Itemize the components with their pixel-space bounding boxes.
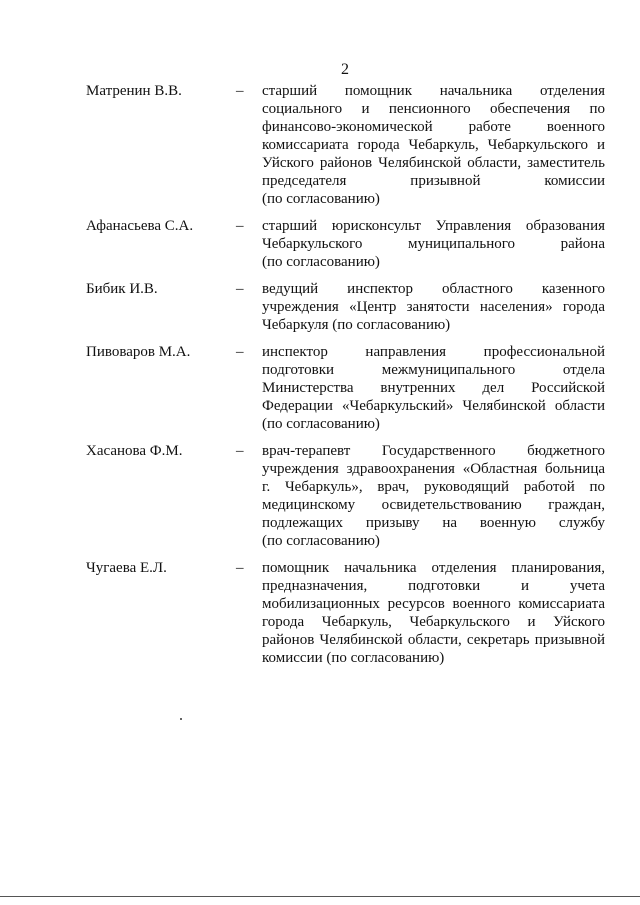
page-number: 2	[341, 61, 349, 78]
member-description	[262, 82, 605, 208]
description-line: старший помощник начальника отделения	[262, 83, 605, 99]
member-name: Хасанова Ф.М.	[86, 443, 183, 459]
member-dash: –	[236, 443, 244, 459]
description-line: Чебаркуля (по согласованию)	[262, 317, 451, 333]
description-line: Министерства внутренних дел Российской	[262, 380, 605, 396]
member-entry	[0, 82, 640, 208]
description-line: (по согласованию)	[262, 254, 380, 270]
description-line: помощник начальника отделения планирования,	[262, 560, 605, 576]
description-line: мобилизационных ресурсов военного комиссариата	[262, 596, 605, 612]
member-dash: –	[236, 218, 244, 234]
description-line: (по согласованию)	[262, 416, 380, 432]
member-dash: –	[236, 281, 244, 297]
member-dash: –	[236, 83, 244, 99]
member-entry	[0, 280, 640, 334]
description-line: медицинскому освидетельствованию граждан,	[262, 497, 605, 513]
description-line: районов Челябинской области, секретарь призывной	[262, 632, 605, 648]
member-description	[262, 343, 605, 433]
member-name: Чугаева Е.Л.	[86, 560, 167, 576]
member-name: Матренин В.В.	[86, 83, 182, 99]
description-line: председателя призывной комиссии	[262, 173, 605, 189]
member-description	[262, 442, 605, 550]
description-line: финансово-экономической работе военного	[262, 119, 605, 135]
description-line: Уйского районов Челябинской области, заместитель	[262, 155, 605, 171]
description-line: ведущий инспектор областного казенного	[262, 281, 605, 297]
description-line: учреждения здравоохранения «Областная больница	[262, 461, 605, 477]
description-line: Федерации «Чебаркульский» Челябинской области	[262, 398, 605, 414]
member-name: Бибик И.В.	[86, 281, 158, 297]
member-description	[262, 217, 605, 271]
description-line: (по согласованию)	[262, 533, 380, 549]
description-line: подлежащих призыву на военную службу	[262, 515, 605, 531]
member-entry	[0, 559, 640, 667]
description-line: старший юрисконсульт Управления образования	[262, 218, 605, 234]
description-line: Чебаркульского муниципального района	[262, 236, 605, 252]
description-line: г. Чебаркуль», врач, руководящий работой по	[262, 479, 605, 495]
description-line: врач-терапевт Государственного бюджетного	[262, 443, 605, 459]
description-line: города Чебаркуль, Чебаркульского и Уйского	[262, 614, 605, 630]
description-line: подготовки межмуниципального отдела	[262, 362, 605, 378]
member-dash: –	[236, 560, 244, 576]
description-line: социального и пенсионного обеспечения по	[262, 101, 605, 117]
member-description	[262, 559, 605, 667]
member-entry	[0, 442, 640, 550]
member-entry	[0, 217, 640, 271]
description-line: комиссии (по согласованию)	[262, 650, 445, 666]
commission-members-list	[0, 82, 640, 676]
member-name: Пивоваров М.А.	[86, 344, 191, 360]
bottom-edge-line	[0, 896, 640, 897]
description-line: инспектор направления профессиональной	[262, 344, 605, 360]
member-description	[262, 280, 605, 334]
member-dash: –	[236, 344, 244, 360]
description-line: комиссариата города Чебаркуль, Чебаркульского и	[262, 137, 605, 153]
scan-speck	[180, 718, 182, 720]
description-line: учреждения «Центр занятости населения» города	[262, 299, 605, 315]
member-entry	[0, 343, 640, 433]
description-line: (по согласованию)	[262, 191, 380, 207]
member-name: Афанасьева С.А.	[86, 218, 194, 234]
description-line: предназначения, подготовки и учета	[262, 578, 605, 594]
